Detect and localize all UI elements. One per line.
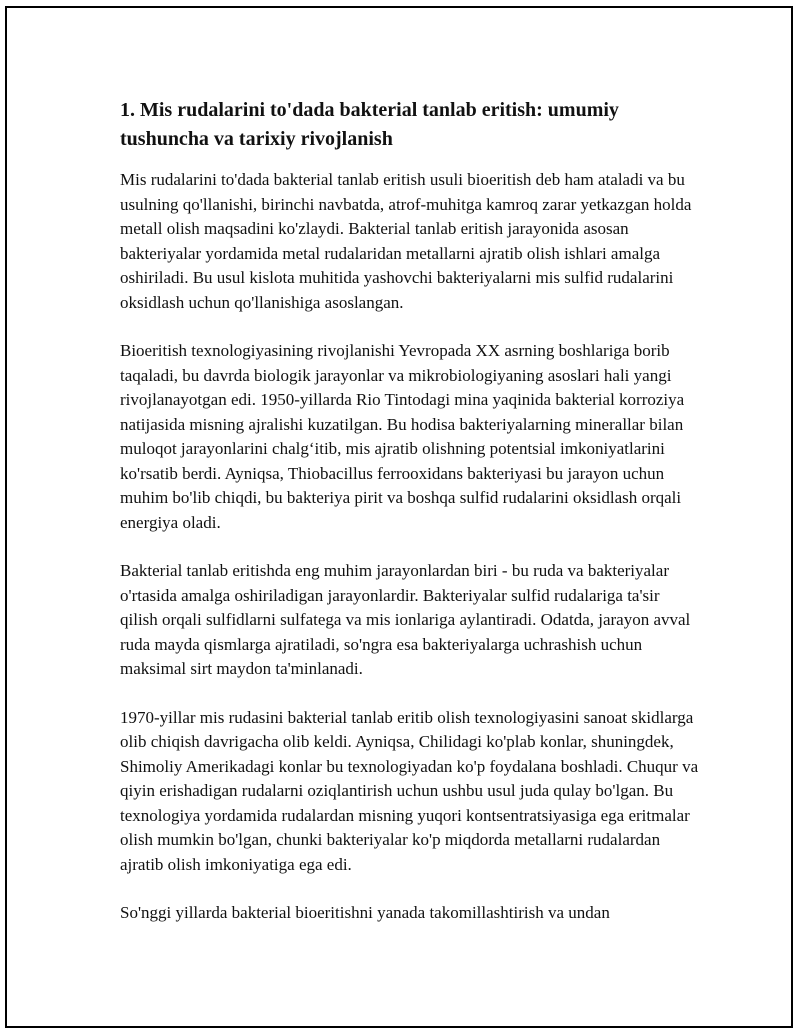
paragraph-1: Mis rudalarini to'dada bakterial tanlab eritish usuli bioeritish deb ham ataladi va bu usulning qo'llanishi, birinchi navbatda, atrof-muhitga kamroq zarar yetkazgan holda metall olish maqsadini ko'zlaydi. Bakterial tanlab eritish jarayonida asosan bakteriyalar yordamida metal rudalaridan metallarni ajratib olish ishlari amalga oshiriladi. Bu usul kislota muhitida yashovchi bakteriyalarni mis sulfid rudalarini oksidlash uchun qo'llanishiga asoslangan. (120, 170, 692, 312)
paragraph-5: So'nggi yillarda bakterial bioeritishni yanada takomillashtirish va undan (120, 903, 610, 922)
paragraph-2: Bioeritish texnologiyasining rivojlanishi Yevropada XX asrning boshlariga borib taqaladi, bu davrda biologik jarayonlar va mikrobiologiyaning asoslari hali yangi rivojlanayotgan edi. 1950-yillarda Rio Tintodagi mina yaqinida bakterial korroziya natijasida misning ajralishi kuzatilgan. Bu hodisa bakteriyalarning minerallar bilan muloqot jarayonlarini chalg‘itib, mis ajratib olishning potentsial imkoniyatlarini ko'rsatib berdi. Ayniqsa, Thiobacillus ferrooxidans bakteriyasi bu jarayon uchun muhim bo'lib chiqdi, bu bakteriya pirit va boshqa sulfid rudalarini oksidlash orqali energiya oladi. (120, 341, 685, 532)
document-body (120, 96, 700, 950)
section-heading: 1. Mis rudalarini to'dada bakterial tanlab eritish: umumiy tushuncha va tarixiy rivojlanish (120, 99, 619, 150)
page-frame (5, 6, 793, 1028)
paragraph-4: 1970-yillar mis rudasini bakterial tanlab eritib olish texnologiyasini sanoat skidlarga olib chiqish davrigacha olib keldi. Ayniqsa, Chilidagi ko'plab konlar, shuningdek, Shimoliy Amerikadagi konlar bu texnologiyadan ko'p foydalana boshladi. Chuqur va qiyin erishadigan rudalarni oziqlantirish uchun ushbu usul juda qulay bo'lgan. Bu texnologiya yordamida rudalardan misning yuqori kontsentratsiyasiga ega eritmalar olish mumkin bo'lgan, chunki bakteriyalar ko'p miqdorda metallarni rudalardan ajratib olish imkoniyatiga ega edi. (120, 707, 699, 874)
paragraph-3: Bakterial tanlab eritishda eng muhim jarayonlardan biri - bu ruda va bakteriyalar o'rtasida amalga oshiriladigan jarayonlardir. Bakteriyalar sulfid rudalariga ta'sir qilish orqali sulfidlarni sulfatega va mis ionlariga aylantiradi. Odatda, jarayon avval ruda mayda qismlarga ajratiladi, so'ngra esa bakteriyalarga uchrashish uchun maksimal sirt maydon ta'minlanadi. (120, 561, 691, 678)
